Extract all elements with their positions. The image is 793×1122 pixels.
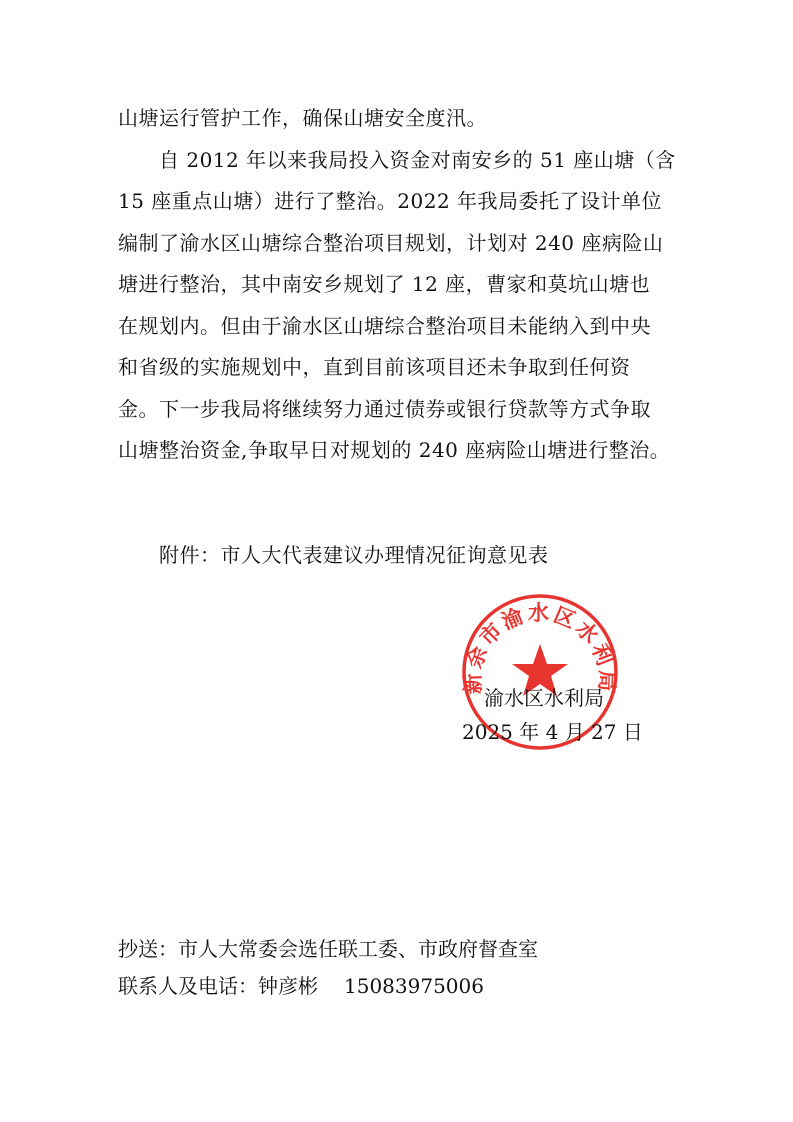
body-line-8: 金。下一步我局将继续努力通过债券或银行贷款等方式争取 (118, 397, 651, 421)
attachment-line: 附件：市人大代表建议办理情况征询意见表 (118, 543, 549, 567)
body-line-7: 和省级的实施规划中，直到目前该项目还未争取到任何资 (118, 355, 631, 379)
body-line-1: 山塘运行管护工作，确保山塘安全度汛。 (118, 106, 487, 130)
contact-label: 联系人及电话：钟彦彬 (118, 974, 318, 998)
signature-date: 2025 年 4 月 27 日 (462, 720, 643, 744)
contact-phone: 15083975006 (344, 974, 484, 998)
body-line-4: 编制了渝水区山塘综合整治项目规划，计划对 240 座病险山 (118, 231, 664, 255)
body-line-2: 自 2012 年以来我局投入资金对南安乡的 51 座山塘（含 (118, 148, 676, 172)
body-line-9: 山塘整治资金,争取早日对规划的 240 座病险山塘进行整治。 (118, 438, 671, 462)
contact-line (118, 972, 484, 1000)
body-line-5: 塘进行整治，其中南安乡规划了 12 座，曹家和莫坑山塘也 (118, 272, 651, 296)
body-line-6: 在规划内。但由于渝水区山塘综合整治项目未能纳入到中央 (118, 314, 651, 338)
seal-text: 新余市渝水区水利局 (460, 601, 620, 695)
body-line-3: 15 座重点山塘）进行了整治。2022 年我局委托了设计单位 (118, 189, 663, 213)
signature-org: 渝水区水利局 (484, 686, 604, 710)
cc-line: 抄送：市人大常委会选任联工委、市政府督查室 (118, 937, 538, 961)
